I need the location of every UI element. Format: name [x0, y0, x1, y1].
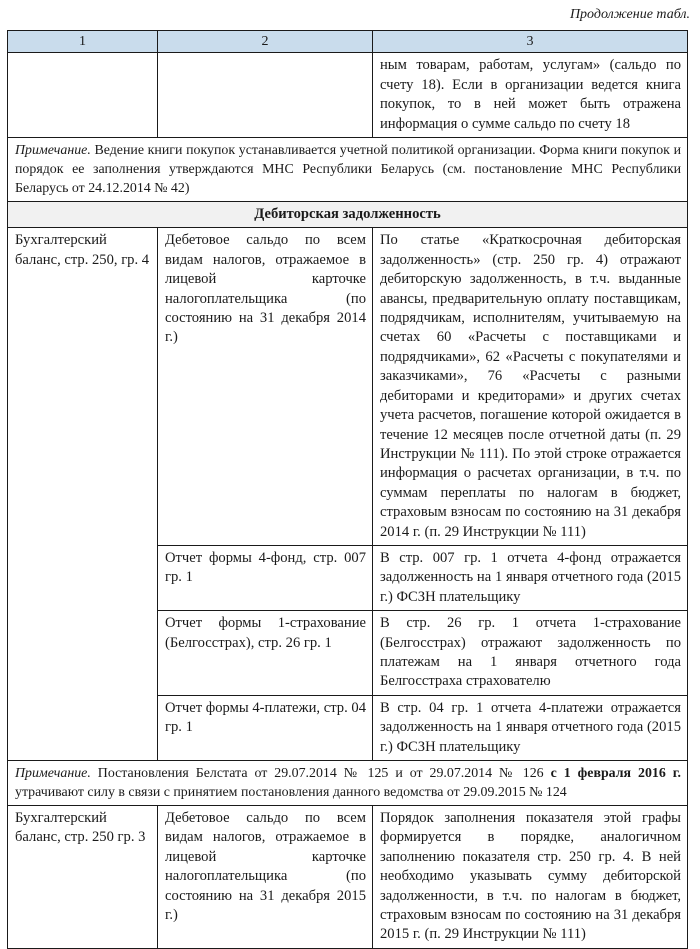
cell-description: В стр. 04 гр. 1 отчета 4-платежи отражается задолженность на 1 января отчетного года (2015 г.) ФСЗН плательщику — [373, 695, 688, 760]
table-row — [8, 806, 688, 949]
note-label: Примечание. — [15, 766, 91, 781]
cell-empty — [8, 53, 158, 138]
cell-source: Бухгалтерский баланс, стр. 250 гр. 3 — [8, 806, 158, 949]
cell-description: Порядок заполнения показателя этой графы формируется в порядке, аналогичном заполнению показателя стр. 250 гр. 4. В ней необходимо указывать сумму дебиторской задолженности, в т.ч. по налогам в бюджет, страховым взносам по состоянию на 31 декабря 2015 г. (п. 29 Инструкции № 111) — [373, 806, 688, 949]
cell-description: По статье «Краткосрочная дебиторская задолженность» (стр. 250 гр. 4) отражают дебиторскую задолженность, в т.ч. выданные авансы, предварительную оплату поставщикам, подрядчикам, исполнителям, учитываемую на счетах 60 «Расчеты с поставщиками и подрядчиками», 62 «Расчеты с покупателями и заказчиками», 76 «Расчеты с разными дебиторами и кредиторами» и других счетах учета расчетов, погашение которой ожидается в течение 12 месяцев после отчетной даты (п. 29 Инструкции № 111). По этой строке отражается информация о расчетах организации, в т.ч. по суммам переплаты по налогам в бюджет, страховым взносам по состоянию на 31 декабря 2014 г. (п. 29 Инструкции № 111) — [373, 228, 688, 546]
note-text: Ведение книги покупок устанавливается учетной политикой организации. Форма книги покупок и порядок ее заполнения утверждаются МНС Республики Беларусь (см. постановление МНС Республики Беларусь от 24.12.2014 № 42) — [15, 143, 681, 197]
section-row — [8, 202, 688, 228]
header-row — [8, 31, 688, 53]
note-bold-date: с 1 февраля 2016 г. — [550, 766, 681, 781]
continuation-label: Продолжение табл. — [569, 7, 690, 22]
cell-description: ным товарам, работам, услугам» (сальдо по счету 18). Если в организации ведется книга покупок, то в ней может быть отражена информация о сумме сальдо по счету 18 — [373, 53, 688, 138]
cell-description: В стр. 26 гр. 1 отчета 1-страхование (Белгосстрах) отражают задолженность по платежам на 1 января отчетного года Белгосстраха страхователю — [373, 611, 688, 696]
note-text: Постановления Белстата от 29.07.2014 № 125 и от 29.07.2014 № 126 — [90, 766, 551, 781]
section-title: Дебиторская задолженность — [8, 202, 688, 228]
data-table — [7, 30, 688, 949]
header-col-3: 3 — [373, 31, 688, 53]
cell-indicator: Отчет формы 4-платежи, стр. 04 гр. 1 — [158, 695, 373, 760]
table-row — [8, 53, 688, 138]
note-cell — [8, 138, 688, 202]
cell-indicator: Дебетовое сальдо по всем видам налогов, отражаемое в лицевой карточке налогоплательщика (по состоянию на 31 декабря 2014 г.) — [158, 228, 373, 546]
cell-indicator: Отчет формы 4-фонд, стр. 007 гр. 1 — [158, 545, 373, 610]
cell-indicator: Дебетовое сальдо по всем видам налогов, отражаемое в лицевой карточке налогоплательщика (по состоянию на 31 декабря 2015 г.) — [158, 806, 373, 949]
note-text: утрачивают силу в связи с принятием постановления данного ведомства от 29.09.2015 № 124 — [15, 785, 567, 800]
note-row — [8, 138, 688, 202]
cell-source: Бухгалтерский баланс, стр. 250, гр. 4 — [8, 228, 158, 761]
cell-description: В стр. 007 гр. 1 отчета 4-фонд отражается задолженность на 1 января отчетного года (2015 г.) ФСЗН плательщику — [373, 545, 688, 610]
note-row — [8, 761, 688, 806]
cell-empty — [158, 53, 373, 138]
table-row — [8, 228, 688, 546]
note-label: Примечание. — [15, 143, 91, 159]
header-col-2: 2 — [158, 31, 373, 53]
note-cell — [8, 761, 688, 806]
cell-indicator: Отчет формы 1-страхование (Белгосстрах), стр. 26 гр. 1 — [158, 611, 373, 696]
header-col-1: 1 — [8, 31, 158, 53]
